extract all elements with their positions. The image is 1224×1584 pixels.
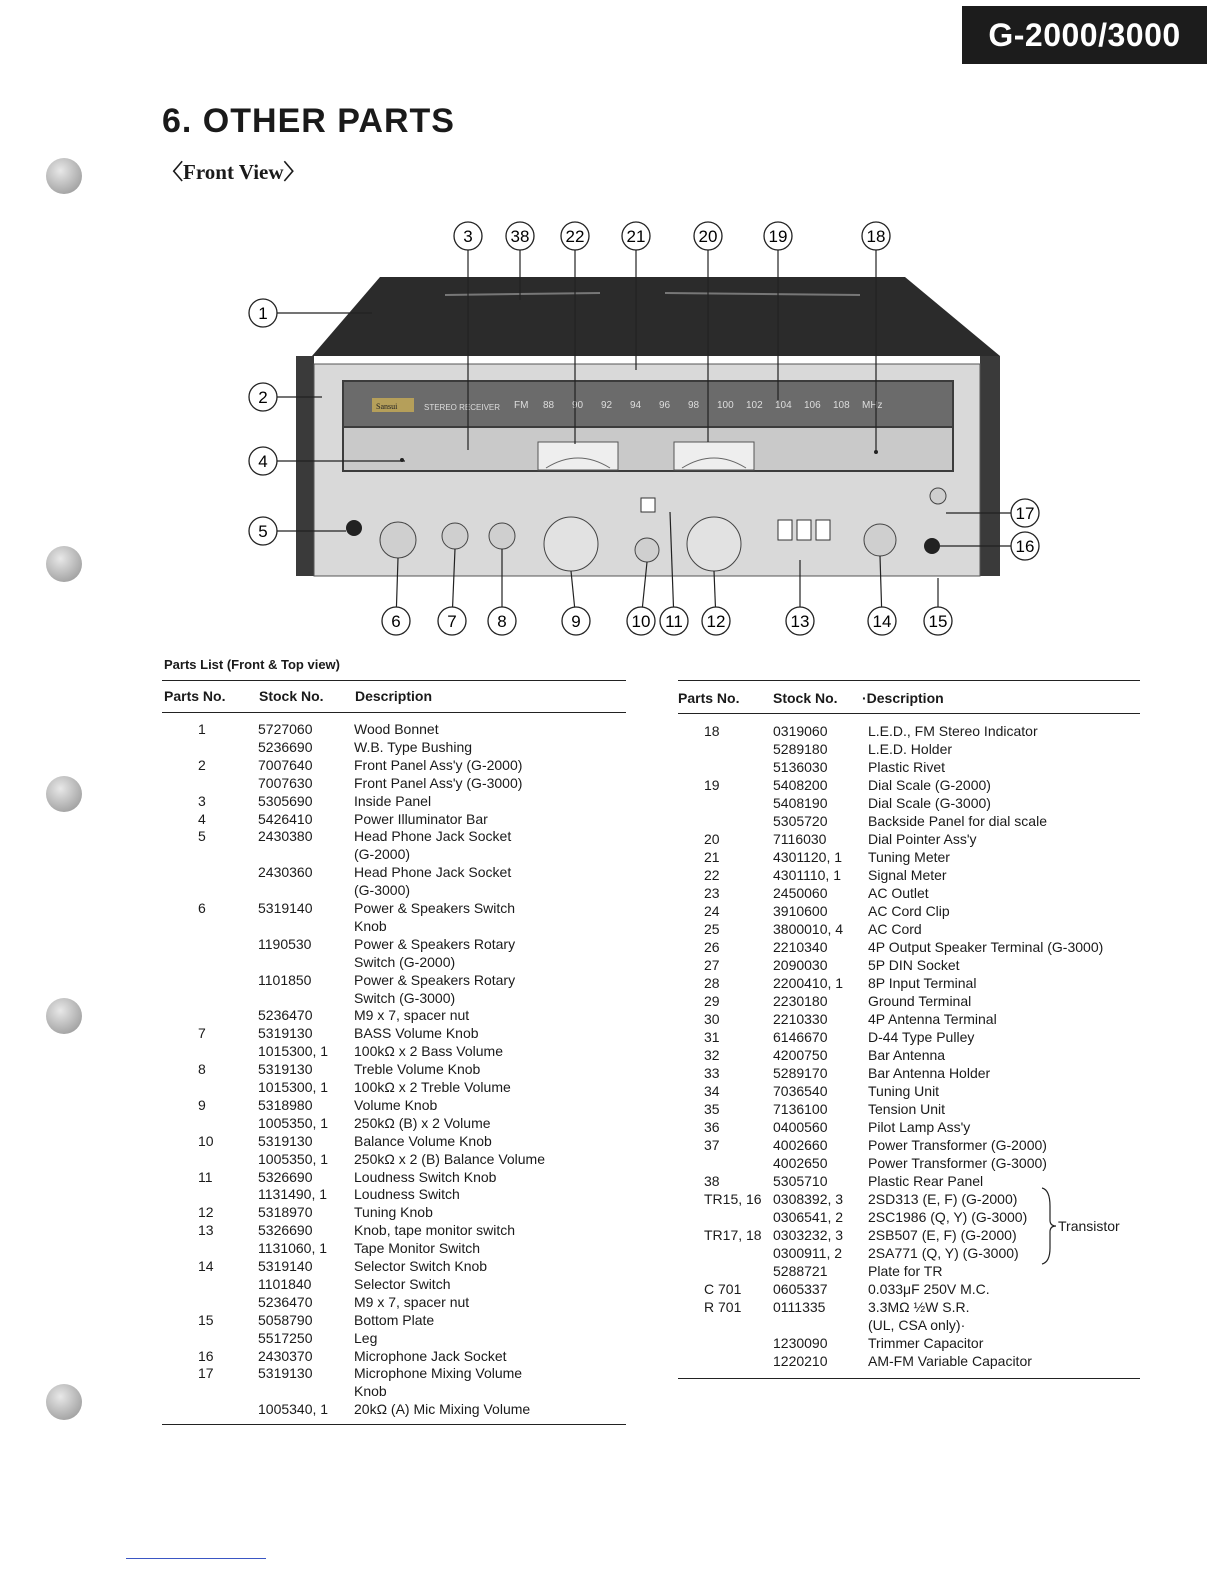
stock-no-cell: 5319130 (258, 1365, 313, 1382)
description-cell: 20kΩ (A) Mic Mixing Volume (354, 1401, 531, 1418)
selector-knob (864, 524, 896, 556)
stock-no-cell: 5236470 (258, 1007, 313, 1024)
callout-number: 11 (665, 612, 683, 631)
parts-no-cell: 24 (704, 903, 720, 919)
stock-no-cell: 5319140 (258, 900, 313, 916)
stock-no-cell: 5305690 (258, 792, 313, 809)
callout-number: 5 (258, 522, 268, 541)
stock-no-cell: 5319130 (258, 1025, 313, 1042)
callout-number: 22 (565, 227, 585, 246)
description-cell: Wood Bonnet (354, 721, 439, 737)
stock-no-cell: 2210330 (773, 1011, 828, 1027)
stock-no-cell: 3800010, 4 (773, 921, 844, 937)
parts-no-cell: 25 (704, 921, 720, 937)
description-cell: Knob, tape monitor switch (354, 1222, 516, 1239)
dial-scale-number: 90 (572, 400, 584, 411)
mic-mixing-knob (930, 488, 946, 504)
tuning-knob (687, 517, 741, 571)
callout-number: 16 (1015, 537, 1035, 556)
stock-no-cell: 2230180 (773, 993, 828, 1009)
description-cell: Dial Scale (G-3000) (868, 795, 991, 811)
description-cell: Bar Antenna Holder (868, 1065, 991, 1081)
callout-number: 13 (790, 612, 810, 631)
callout-number: 4 (258, 452, 268, 471)
description-cell: Power Transformer (G-2000) (868, 1137, 1047, 1153)
stock-no-cell: 5305710 (773, 1173, 828, 1189)
description-cell: W.B. Type Bushing (354, 738, 473, 755)
description-cell: Loudness Switch Knob (354, 1168, 497, 1185)
section-title: 6. OTHER PARTS (162, 102, 455, 140)
description-cell: M9 x 7, spacer nut (354, 1007, 470, 1024)
dial-scale-number: 100 (717, 400, 734, 411)
description-cell: Head Phone Jack Socket (354, 864, 512, 881)
description-cell: Knob (354, 1383, 387, 1400)
stock-no-cell: 0111335 (773, 1299, 826, 1315)
stock-no-cell: 5058790 (258, 1311, 313, 1328)
callout-number: 17 (1015, 504, 1035, 523)
parts-no-cell: 30 (704, 1011, 720, 1027)
callout-number: 6 (391, 612, 401, 631)
description-cell: (G-2000) (354, 846, 411, 863)
stock-no-cell: 5326690 (258, 1222, 313, 1239)
stock-no-cell: 2430360 (258, 864, 313, 881)
stock-no-cell: 1220210 (773, 1353, 828, 1369)
description-cell: Microphone Jack Socket (354, 1347, 507, 1364)
stock-no-cell: 5326690 (258, 1168, 313, 1185)
parts-no-cell: 13 (198, 1222, 214, 1239)
stock-no-cell: 7007630 (258, 774, 313, 791)
parts-no-cell: 6 (198, 900, 206, 916)
description-cell: Loudness Switch (354, 1186, 460, 1203)
description-cell: Bottom Plate (354, 1311, 435, 1328)
loudness-switch (641, 498, 655, 512)
stock-no-cell: 5319130 (258, 1132, 313, 1149)
dial-scale-number: 102 (746, 400, 763, 411)
stock-no-cell: 7116030 (773, 831, 827, 847)
dial-scale-number: 94 (630, 400, 642, 411)
callout-number: 7 (447, 612, 457, 631)
description-cell: Selector Switch (354, 1275, 451, 1292)
description-cell: AC Cord (868, 921, 922, 937)
parts-no-cell: 29 (704, 993, 720, 1009)
stock-no-cell: 0303232, 3 (773, 1227, 844, 1243)
stock-no-cell: 4301120, 1 (773, 849, 843, 865)
description-cell: AC Outlet (868, 885, 929, 901)
stock-no-cell: 1190530 (258, 935, 312, 952)
description-cell: Power & Speakers Rotary (354, 971, 516, 988)
description-cell: Trimmer Capacitor (868, 1335, 984, 1351)
description-cell: 250kΩ x 2 (B) Balance Volume (354, 1150, 546, 1167)
description-cell: Microphone Mixing Volume (354, 1365, 523, 1382)
description-cell: 2SC1986 (Q, Y) (G-3000) (868, 1209, 1028, 1225)
stock-no-cell: 7136100 (773, 1101, 828, 1117)
description-cell: Selector Switch Knob (354, 1258, 488, 1274)
parts-table-left (162, 680, 626, 1430)
parts-no-cell: 31 (704, 1029, 720, 1045)
stock-no-cell: 0306541, 2 (773, 1209, 844, 1225)
balance-knob (635, 538, 659, 562)
description-cell: 100kΩ x 2 Treble Volume (354, 1079, 511, 1095)
col-parts-no: Parts No. (164, 688, 226, 704)
parts-no-cell: 7 (198, 1025, 206, 1042)
description-cell: Power & Speakers Switch (354, 900, 516, 916)
description-cell: Tuning Unit (868, 1083, 940, 1099)
parts-no-cell: 38 (704, 1173, 720, 1189)
stock-no-cell: 5288721 (773, 1263, 828, 1279)
parts-no-cell: 27 (704, 957, 720, 973)
description-cell: Plastic Rear Panel (868, 1173, 984, 1189)
bass-knob (442, 523, 468, 549)
col-parts-no: Parts No. (678, 690, 740, 706)
stock-no-cell: 1131490, 1 (258, 1186, 328, 1203)
parts-no-cell: 21 (704, 849, 720, 865)
stock-no-cell: 1005350, 1 (258, 1114, 329, 1131)
stock-no-cell: 1015300, 1 (258, 1079, 329, 1095)
description-cell: Signal Meter (868, 867, 947, 883)
dial-scale-number: MHz (862, 400, 883, 411)
description-cell: 2SA771 (Q, Y) (G-3000) (868, 1245, 1019, 1261)
stock-no-cell: 1131060, 1 (258, 1240, 328, 1257)
parts-table-right (678, 680, 1140, 1380)
description-cell: Plate for TR (868, 1263, 943, 1279)
description-cell: D-44 Type Pulley (868, 1029, 975, 1045)
stock-no-cell: 0300911, 2 (773, 1245, 843, 1261)
parts-no-cell: 23 (704, 885, 720, 901)
stock-no-cell: 2090030 (773, 957, 828, 973)
description-cell: Power & Speakers Rotary (354, 935, 516, 952)
description-cell: 0.033μF 250V M.C. (868, 1281, 990, 1297)
description-cell: AC Cord Clip (868, 903, 950, 919)
stock-no-cell: 5318970 (258, 1204, 313, 1221)
description-cell: Switch (G-2000) (354, 953, 456, 970)
parts-no-cell: 37 (704, 1137, 720, 1153)
description-cell: Head Phone Jack Socket (354, 828, 512, 845)
callout-number: 21 (626, 227, 646, 246)
description-cell: 8P Input Terminal (868, 975, 977, 991)
model-number-tab: G-2000/3000 (962, 6, 1207, 64)
callout-number: 20 (698, 227, 718, 246)
parts-no-cell: TR15, 16 (704, 1191, 762, 1207)
stock-no-cell: 2200410, 1 (773, 975, 844, 991)
stock-no-cell: 7036540 (773, 1083, 828, 1099)
description-cell: 5P DIN Socket (868, 957, 960, 973)
transistor-label: Transistor (1058, 1218, 1120, 1234)
callout-number: 2 (258, 388, 268, 407)
parts-no-cell: 10 (198, 1132, 214, 1149)
description-cell: Tuning Knob (354, 1204, 433, 1221)
description-cell: 2SB507 (E, F) (G-2000) (868, 1227, 1017, 1243)
description-cell: 4P Output Speaker Terminal (G-3000) (868, 939, 1104, 955)
parts-no-cell: 19 (704, 777, 720, 793)
binder-hole (46, 998, 82, 1034)
stock-no-cell: 5318980 (258, 1096, 313, 1113)
parts-no-cell: 11 (198, 1168, 213, 1185)
dial-scale-number: 104 (775, 400, 792, 411)
stock-no-cell: 1101850 (258, 971, 312, 988)
stock-no-cell: 5426410 (258, 810, 313, 827)
description-cell: Dial Scale (G-2000) (868, 777, 991, 793)
col-description: Description (355, 688, 433, 704)
col-description: ·Description (862, 690, 944, 706)
stock-no-cell: 2430370 (258, 1347, 313, 1364)
description-cell: Front Panel Ass'y (G-2000) (354, 756, 523, 773)
description-cell: Inside Panel (354, 792, 432, 809)
parts-no-cell: 36 (704, 1119, 720, 1135)
callout-number: 8 (497, 612, 507, 631)
power-speakers-knob (380, 522, 416, 558)
transistor-brace (1040, 1186, 1060, 1266)
stock-no-cell: 1101840 (258, 1275, 312, 1292)
callout-number: 14 (872, 612, 892, 631)
parts-no-cell: C 701 (704, 1281, 742, 1297)
description-cell: (UL, CSA only)· (868, 1317, 966, 1333)
description-cell: Leg (354, 1329, 378, 1346)
stock-no-cell: 0308392, 3 (773, 1191, 844, 1207)
parts-no-cell: 12 (198, 1204, 214, 1221)
parts-no-cell: 9 (198, 1096, 206, 1113)
stock-no-cell: 5305720 (773, 813, 828, 829)
svg-text:Sansui: Sansui (376, 402, 398, 411)
description-cell: 100kΩ x 2 Bass Volume (354, 1043, 503, 1060)
stock-no-cell: 1230090 (773, 1335, 828, 1351)
dial-scale-number: 96 (659, 400, 671, 411)
parts-no-cell: 18 (704, 723, 720, 739)
stock-no-cell: 5289170 (773, 1065, 828, 1081)
description-cell: Bar Antenna (868, 1047, 946, 1063)
stock-no-cell: 5289180 (773, 741, 828, 757)
parts-no-cell: 15 (198, 1311, 214, 1328)
callout-number: 19 (768, 227, 788, 246)
svg-text:STEREO RECEIVER: STEREO RECEIVER (424, 403, 501, 412)
stock-no-cell: 4002660 (773, 1137, 828, 1153)
parts-no-cell: 32 (704, 1047, 720, 1063)
parts-no-cell: 22 (704, 867, 720, 883)
stock-no-cell: 5319130 (258, 1061, 313, 1078)
stock-no-cell: 5727060 (258, 721, 313, 737)
description-cell: 4P Antenna Terminal (868, 1011, 997, 1027)
stock-no-cell: 2430380 (258, 828, 313, 845)
description-cell: Power Illuminator Bar (354, 810, 488, 827)
description-cell: Treble Volume Knob (354, 1061, 481, 1078)
parts-list-caption: Parts List (Front & Top view) (164, 657, 340, 672)
description-cell: Switch (G-3000) (354, 989, 456, 1006)
stock-no-cell: 3910600 (773, 903, 828, 919)
parts-no-cell: TR17, 18 (704, 1227, 762, 1243)
parts-no-cell: 2 (198, 756, 206, 773)
binder-hole (46, 776, 82, 812)
description-cell: 3.3MΩ ½W S.R. (868, 1299, 970, 1315)
parts-no-cell: 8 (198, 1061, 206, 1078)
stock-no-cell: 1005350, 1 (258, 1150, 329, 1167)
description-cell: Volume Knob (354, 1096, 438, 1113)
parts-no-cell: 16 (198, 1347, 214, 1364)
stock-no-cell: 7007640 (258, 756, 313, 773)
dial-scale-number: FM (514, 400, 529, 411)
stock-no-cell: 5136030 (773, 759, 828, 775)
footer-rule (126, 1558, 266, 1559)
binder-hole (46, 1384, 82, 1420)
description-cell: 250kΩ (B) x 2 Volume (354, 1114, 491, 1131)
stock-no-cell: 1005340, 1 (258, 1401, 329, 1418)
dial-scale-number: 106 (804, 400, 821, 411)
callout-number: 15 (928, 612, 948, 631)
stock-no-cell: 2450060 (773, 885, 828, 901)
description-cell: (G-3000) (354, 882, 411, 899)
callout-number: 9 (571, 612, 581, 631)
description-cell: L.E.D. Holder (868, 741, 953, 757)
stock-no-cell: 4002650 (773, 1155, 828, 1171)
parts-no-cell: 20 (704, 831, 720, 847)
description-cell: Ground Terminal (868, 993, 972, 1009)
wood-bonnet (312, 277, 1000, 356)
parts-no-cell: 5 (198, 828, 206, 845)
description-cell: Tape Monitor Switch (354, 1240, 481, 1257)
parts-no-cell: 4 (198, 810, 206, 827)
parts-no-cell: R 701 (704, 1299, 742, 1315)
parts-no-cell: 35 (704, 1101, 720, 1117)
stock-no-cell: 4301110, 1 (773, 867, 841, 883)
mic-jack (924, 538, 940, 554)
description-cell: 2SD313 (E, F) (G-2000) (868, 1191, 1018, 1207)
description-cell: BASS Volume Knob (354, 1025, 479, 1042)
parts-no-cell: 28 (704, 975, 720, 991)
parts-no-cell: 1 (198, 721, 206, 737)
stock-no-cell: 0319060 (773, 723, 828, 739)
stock-no-cell: 0400560 (773, 1119, 828, 1135)
stock-no-cell: 1015300, 1 (258, 1043, 329, 1060)
receiver-front-view-figure (0, 0, 1224, 650)
description-cell: Tuning Meter (868, 849, 950, 865)
stock-no-cell: 6146670 (773, 1029, 828, 1045)
treble-knob (489, 523, 515, 549)
callout-number: 1 (258, 304, 268, 323)
description-cell: Front Panel Ass'y (G-3000) (354, 774, 523, 791)
callout-number: 38 (510, 227, 530, 246)
stock-no-cell: 4200750 (773, 1047, 828, 1063)
dial-scale-number: 92 (601, 400, 613, 411)
volume-knob (544, 517, 598, 571)
col-stock-no: Stock No. (773, 690, 838, 706)
stock-no-cell: 2210340 (773, 939, 828, 955)
stock-no-cell: 5517250 (258, 1329, 313, 1346)
stock-no-cell: 5408200 (773, 777, 828, 793)
stock-no-cell: 5236690 (258, 738, 313, 755)
dial-scale-number: 108 (833, 400, 850, 411)
description-cell: Plastic Rivet (868, 759, 946, 775)
description-cell: L.E.D., FM Stereo Indicator (868, 723, 1038, 739)
parts-no-cell: 26 (704, 939, 720, 955)
stock-no-cell: 5236470 (258, 1293, 313, 1310)
stock-no-cell: 0605337 (773, 1281, 828, 1297)
phones-jack (346, 520, 362, 536)
description-cell: Dial Pointer Ass'y (868, 831, 977, 847)
description-cell: Backside Panel for dial scale (868, 813, 1047, 829)
col-stock-no: Stock No. (259, 688, 324, 704)
description-cell: Pilot Lamp Ass'y (868, 1119, 971, 1135)
callout-number: 3 (463, 227, 473, 246)
description-cell: Tension Unit (868, 1101, 946, 1117)
stock-no-cell: 5319140 (258, 1258, 313, 1274)
parts-no-cell: 14 (198, 1258, 214, 1274)
description-cell: Knob (354, 917, 387, 934)
callout-number: 18 (866, 227, 886, 246)
dial-scale-number: 98 (688, 400, 700, 411)
parts-no-cell: 3 (198, 792, 206, 809)
parts-no-cell: 34 (704, 1083, 720, 1099)
parts-no-cell: 33 (704, 1065, 720, 1081)
description-cell: Power Transformer (G-3000) (868, 1155, 1047, 1171)
description-cell: AM-FM Variable Capacitor (868, 1353, 1032, 1369)
callout-number: 10 (631, 612, 651, 631)
stock-no-cell: 5408190 (773, 795, 828, 811)
description-cell: Balance Volume Knob (354, 1132, 492, 1149)
callout-number: 12 (706, 612, 726, 631)
dial-scale-number: 88 (543, 400, 555, 411)
description-cell: M9 x 7, spacer nut (354, 1293, 470, 1310)
front-view-subtitle: 〈Front View〉 (162, 160, 305, 184)
parts-no-cell: 17 (198, 1365, 214, 1382)
